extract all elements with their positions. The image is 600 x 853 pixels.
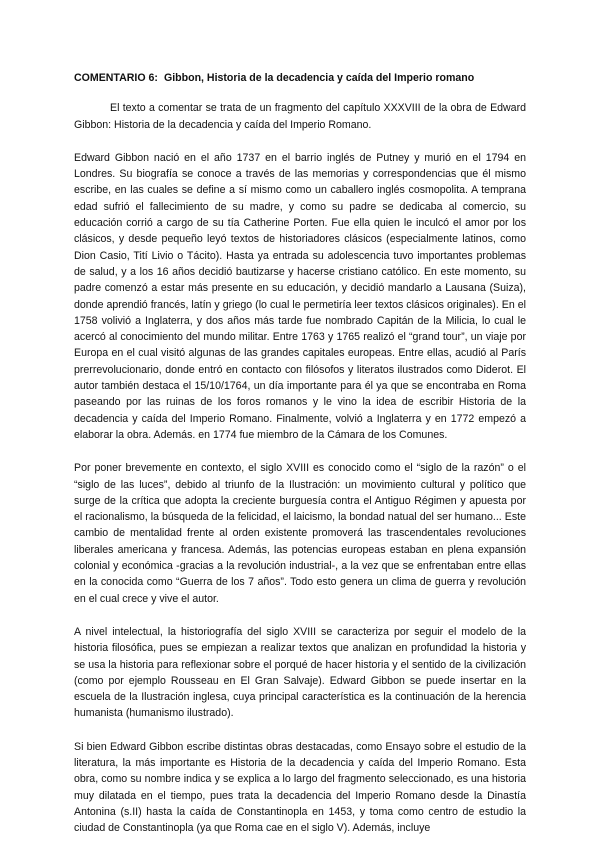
document-title — [74, 70, 526, 86]
paragraph-context: Por poner brevemente en contexto, el siglo XVIII es conocido como el “siglo de la razón” o el “siglo de las luces”, debido al triunfo de la Ilustración: un movimiento cultural y político que surge de la crítica que adopta la creciente burguesía contra el Antiguo Régimen y apuesta por el racionalismo, la búsqueda de la felicidad, el laicismo, la bondad natual del ser humano... Este cambio de mentalidad frente al orden existente promoverá las trascendentales revoluciones liberales americana y francesa. Además, las potencias europeas estaban en plena expansión colonial y económica -gracias a la revolución industrial-, a la vez que se enfrentaban entre ellas en la conocida como “Guerra de los 7 años”. Todo esto genera un clima de guerra y revolución en el cual crece y vive el autor. — [74, 462, 526, 605]
document-page — [74, 70, 526, 853]
paragraph-intellectual: A nivel intelectual, la historiografía del siglo XVIII se caracteriza por seguir el modelo de la historia filosófica, pues se empiezan a realizar textos que analizan en profundidad la historia y se usa la historia para reflexionar sobre el porqué de hacer historia y el sentido de la civilización (como por ejemplo Rousseau en El Gran Salvaje). Edward Gibbon se puede insertar en la escuela de la Ilustración inglesa, cuya principal característica es la continuación de la herencia humanista (humanismo ilustrado). — [74, 625, 526, 720]
paragraph-works: Si bien Edward Gibbon escribe distintas obras destacadas, como Ensayo sobre el estudio de la literatura, la más importante es Historia de la decadencia y caída del Imperio Romano. Esta obra, como su nombre indica y se explica a lo largo del fragmento seleccionado, es una historia muy dilatada en el tiempo, pues trata la decadencia del Imperio Romano desde la Dinastía Antonina (s.II) hasta la caída de Constantinopla en 1453, y toma como centro de estudio la ciudad de Constantinopla (ya que Roma cae en el siglo V). Además, incluye — [74, 740, 526, 835]
title-text: Gibbon, Historia de la decadencia y caída del Imperio romano — [163, 72, 475, 84]
paragraph-biography: Edward Gibbon nació en el año 1737 en el barrio inglés de Putney y murió en el 1794 en Londres. Su biografía se conoce a través de las memorias y correspondencias que él mismo escribe, en las cuales se define a sí mismo como un caballero inglés cosmopolita. A temprana edad sufrió el fallecimiento de su madre, y como su padre se dedicaba al comercio, su educación corrió a cargo de su tía Catherine Porten. Fue ella quien le inculcó el amor por los clásicos, y desde pequeño leyó textos de historiadores clásicos (especialmente latinos, como Dion Casio, Tití Livio o Tácito). Hasta ya entrada su adolescencia tuvo importantes problemas de salud, y a los 16 años decidió bautizarse y hacerse cristiano católico. En este momento, su padre comenzó a estar más presente en su educación, y decidió mandarlo a Lausana (Suiza), donde aprendió francés, latín y griego (lo cual le permetiría leer textos clásicos originales). En el 1758 volivió a Inglaterra, y dos años más tarde fue nombrado Capitán de la Milicia, lo cual le acercó al conocimiento del mundo militar. Entre 1763 y 1765 realizó el “grand tour”, un viaje por Europa en el cual visitó algunas de las grandes capitales europeas. Entre ellas, acudió al París prerrevolucionario, donde entró en contacto con filósofos y literatos ilustrados como Diderot. El autor también destaca el 15/10/1764, un día importante para él ya que se encontraba en Roma paseando por las ruinas de los foros romanos y le vino la idea de escribir Historia de la decadencia y caída del Imperio Romano. Finalmente, volvió a Inglaterra y en 1772 empezó a elaborar la obra. Además. en 1774 fue miembro de la Cámara de los Comunes. — [74, 151, 526, 441]
title-label: COMENTARIO 6: — [74, 72, 158, 84]
paragraph-intro: El texto a comentar se trata de un fragmento del capítulo XXXVIII de la obra de Edward Gibbon: Historia de la decadencia y caída del Imperio Romano. — [74, 102, 526, 131]
